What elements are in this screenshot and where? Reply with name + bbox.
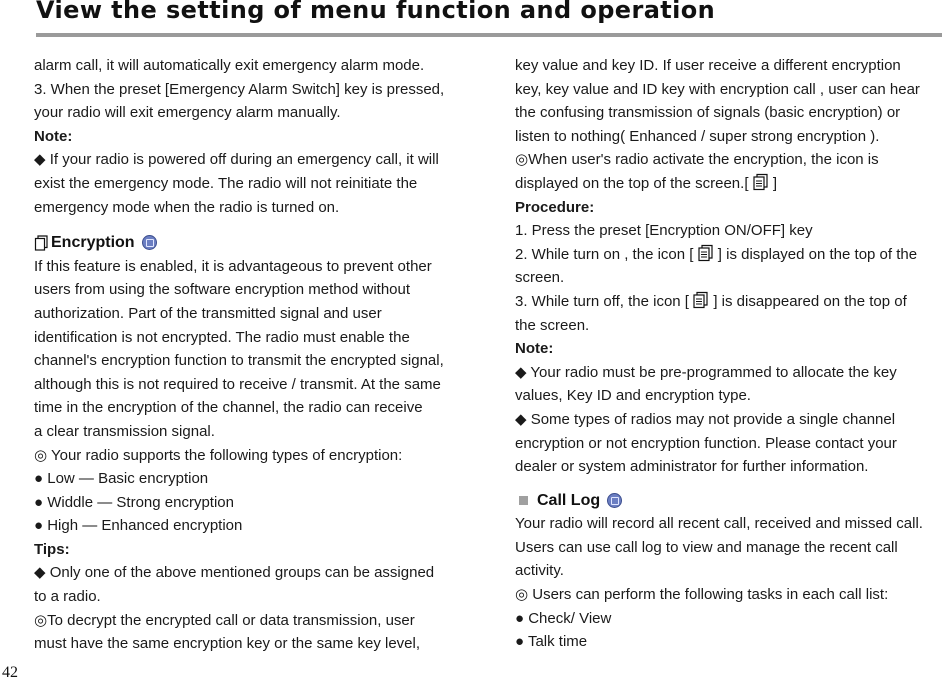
procedure-step: 1. Press the preset [Encryption ON/OFF] key bbox=[515, 222, 813, 240]
text-line: channel's encryption function to transmit the encrypted signal, bbox=[34, 352, 444, 370]
text-fragment: displayed on the top of the screen.[ bbox=[515, 174, 749, 192]
list-item: ● Check/ View bbox=[515, 609, 612, 627]
text-line: key value and key ID. If user receive a different encryption bbox=[515, 57, 901, 74]
text-line: identification is not encrypted. The radio must enable the bbox=[34, 328, 410, 346]
square-bullet-icon bbox=[519, 496, 528, 505]
text-line: users from using the software encryption method without bbox=[34, 281, 411, 299]
right-column bbox=[515, 54, 942, 654]
call-log-heading bbox=[515, 489, 942, 513]
text-fragment: 3. While turn off, the icon [ bbox=[515, 292, 689, 310]
text-line: a clear transmission signal. bbox=[34, 422, 215, 440]
spacer bbox=[515, 479, 942, 489]
text-line: Users can use call log to view and manage the recent call bbox=[515, 538, 898, 556]
text-line: ◆ If your radio is powered off during an emergency call, it will bbox=[34, 151, 439, 169]
text-line: alarm call, it will automatically exit emergency alarm mode. bbox=[34, 57, 425, 74]
text-line: ◎To decrypt the encrypted call or data transmission, user bbox=[34, 611, 415, 629]
text-line: activity. bbox=[515, 562, 564, 580]
tips-label: Tips: bbox=[34, 540, 70, 558]
encryption-heading-label: Encryption bbox=[51, 234, 135, 252]
header-divider bbox=[36, 33, 942, 37]
page-title: View the setting of menu function and operation bbox=[36, 0, 716, 24]
text-line: ◆ Some types of radios may not provide a single channel bbox=[515, 410, 896, 428]
page-number: 42 bbox=[2, 664, 18, 681]
text-line: ◎When user's radio activate the encryption, the icon is bbox=[515, 151, 879, 169]
text-line: 3. When the preset [Emergency Alarm Switch] key is pressed, bbox=[34, 80, 445, 98]
feature-badge-icon bbox=[607, 493, 622, 508]
text-line: encryption or not encryption function. Please contact your bbox=[515, 434, 897, 452]
encryption-status-icon bbox=[698, 244, 714, 262]
text-line: to a radio. bbox=[34, 588, 101, 606]
text-line: screen. bbox=[515, 269, 565, 287]
text-line: ◆ Only one of the above mentioned groups can be assigned bbox=[34, 564, 435, 582]
spacer bbox=[34, 219, 464, 231]
encryption-status-icon bbox=[693, 291, 709, 309]
text-line: although this is not required to receive / transmit. At the same bbox=[34, 375, 441, 393]
text-line: ◆ Your radio must be pre-programmed to allocate the key bbox=[515, 363, 897, 381]
text-fragment: 2. While turn on , the icon [ bbox=[515, 245, 694, 263]
left-column bbox=[34, 54, 464, 656]
encryption-heading bbox=[34, 231, 464, 255]
feature-badge-icon bbox=[142, 235, 157, 250]
document-icon bbox=[34, 235, 48, 251]
list-item: ● Talk time bbox=[515, 633, 588, 651]
text-line: ◎ Your radio supports the following types of encryption: bbox=[34, 446, 403, 464]
text-line: dealer or system administrator for further information. bbox=[515, 458, 869, 476]
encryption-status-icon bbox=[753, 173, 769, 191]
procedure-step bbox=[515, 290, 942, 314]
text-line: listen to nothing( Enhanced / super strong encryption ). bbox=[515, 127, 880, 145]
list-item: ● High — Enhanced encryption bbox=[34, 517, 243, 535]
text-line: authorization. Part of the transmitted signal and user bbox=[34, 304, 382, 322]
text-fragment: ] is displayed on the top of the bbox=[717, 245, 918, 263]
text-fragment: ] is disappeared on the top of bbox=[713, 292, 907, 310]
procedure-step bbox=[515, 243, 942, 267]
text-line: must have the same encryption key or the same key level, bbox=[34, 635, 421, 653]
note-label: Note: bbox=[515, 340, 554, 358]
text-line: key, key value and ID key with encryption call , user can hear bbox=[515, 80, 920, 98]
text-line: If this feature is enabled, it is advantageous to prevent other bbox=[34, 257, 432, 275]
procedure-label: Procedure: bbox=[515, 198, 595, 216]
text-line: Your radio will record all recent call, received and missed call. bbox=[515, 515, 923, 533]
note-label: Note: bbox=[34, 127, 73, 145]
text-line: time in the encryption of the channel, the radio can receive bbox=[34, 399, 423, 417]
text-line: emergency mode when the radio is turned on. bbox=[34, 198, 340, 216]
text-line bbox=[515, 172, 942, 196]
text-line: values, Key ID and encryption type. bbox=[515, 387, 751, 405]
text-line: the screen. bbox=[515, 316, 590, 334]
text-line: your radio will exit emergency alarm manually. bbox=[34, 104, 341, 122]
call-log-heading-label: Call Log bbox=[537, 491, 601, 509]
text-line: ◎ Users can perform the following tasks in each call list: bbox=[515, 586, 889, 604]
list-item: ● Widdle — Strong encryption bbox=[34, 493, 234, 511]
text-line: exist the emergency mode. The radio will not reinitiate the bbox=[34, 174, 418, 192]
text-fragment: ] bbox=[772, 174, 778, 192]
text-line: the confusing transmission of signals (basic encryption) or bbox=[515, 104, 901, 122]
list-item: ● Low — Basic encryption bbox=[34, 470, 209, 488]
